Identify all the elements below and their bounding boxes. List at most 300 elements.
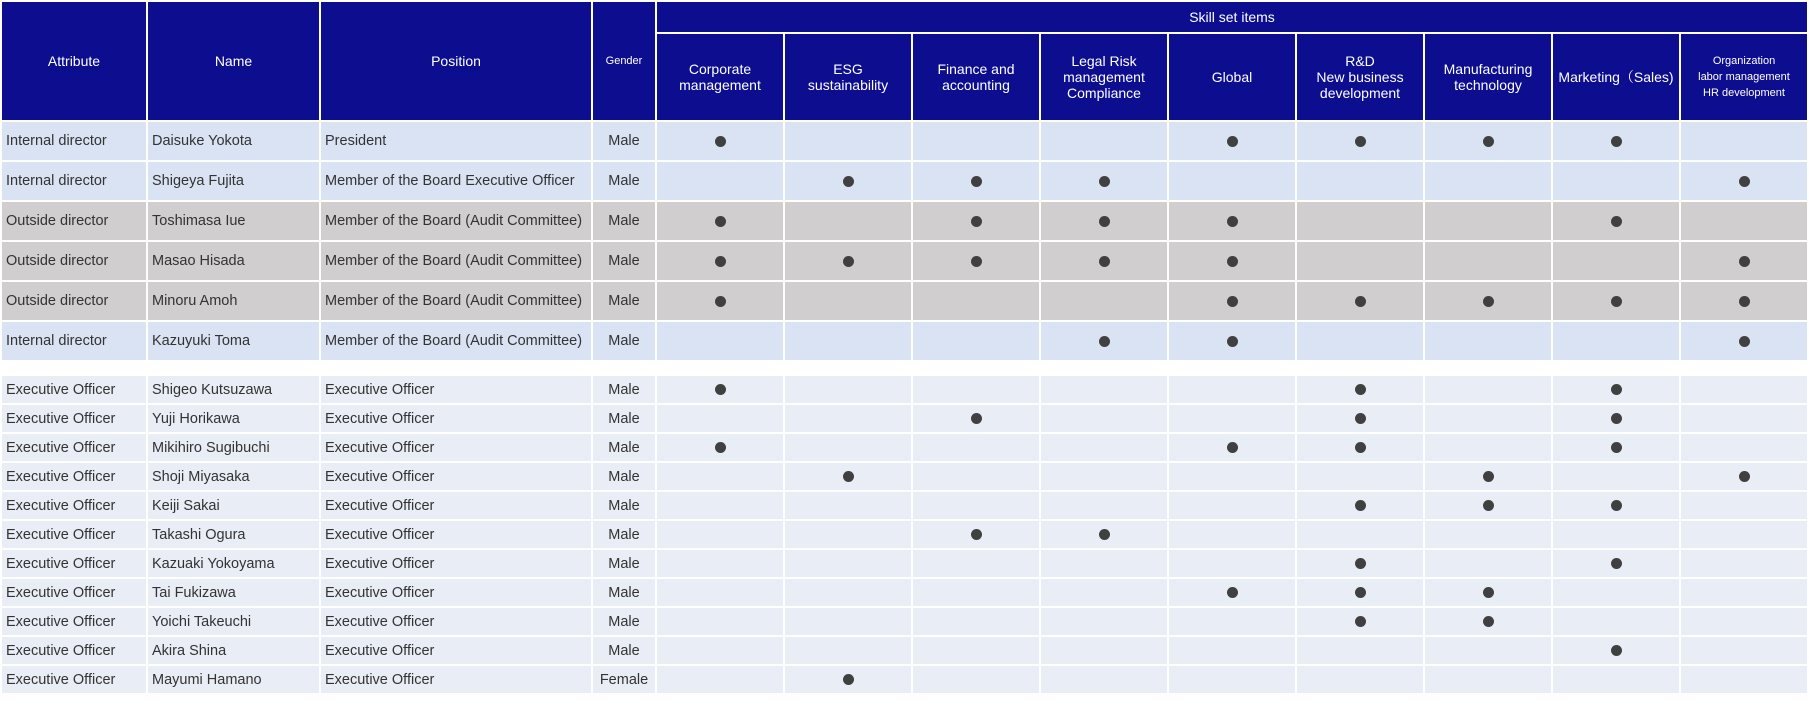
skill-cell — [656, 404, 784, 433]
position-cell: Executive Officer — [320, 375, 592, 404]
skill-cell — [784, 578, 912, 607]
skill-cell — [1168, 462, 1296, 491]
skill-cell — [912, 636, 1040, 665]
skill-cell — [1168, 281, 1296, 321]
skill-cell — [1552, 281, 1680, 321]
skill-cell — [1040, 520, 1168, 549]
skill-cell — [784, 491, 912, 520]
name-cell: Toshimasa Iue — [147, 201, 320, 241]
skill-header-manufacturing-technology: Manufacturing technology — [1424, 33, 1552, 121]
skill-dot-icon — [1099, 256, 1110, 267]
skill-cell — [1296, 520, 1424, 549]
gender-cell: Male — [592, 321, 656, 361]
position-header: Position — [320, 1, 592, 121]
skill-cell — [912, 375, 1040, 404]
skill-dot-icon — [971, 176, 982, 187]
skill-dot-icon — [1611, 558, 1622, 569]
name-cell: Minoru Amoh — [147, 281, 320, 321]
attribute-cell: Executive Officer — [1, 375, 147, 404]
position-cell: Executive Officer — [320, 607, 592, 636]
name-cell: Shigeo Kutsuzawa — [147, 375, 320, 404]
skill-cell — [912, 491, 1040, 520]
skill-dot-icon — [1611, 500, 1622, 511]
table-row — [1, 161, 1808, 201]
skill-cell — [1424, 201, 1552, 241]
gender-cell: Male — [592, 404, 656, 433]
skill-cell — [1424, 578, 1552, 607]
skill-cell — [656, 462, 784, 491]
skill-dot-icon — [1227, 587, 1238, 598]
skill-dot-icon — [1355, 384, 1366, 395]
skill-dot-icon — [715, 442, 726, 453]
skill-cell — [1680, 404, 1808, 433]
skill-cell — [1680, 665, 1808, 694]
table-row — [1, 321, 1808, 361]
skill-cell — [1424, 281, 1552, 321]
skill-cell — [1040, 665, 1168, 694]
gender-cell: Male — [592, 520, 656, 549]
position-cell: Executive Officer — [320, 491, 592, 520]
skill-cell — [656, 491, 784, 520]
name-cell: Yuji Horikawa — [147, 404, 320, 433]
skill-cell — [1040, 462, 1168, 491]
skill-cell — [1680, 281, 1808, 321]
skill-cell — [784, 404, 912, 433]
skill-cell — [1680, 201, 1808, 241]
skill-dot-icon — [1355, 136, 1366, 147]
skill-cell — [1552, 241, 1680, 281]
skill-dot-icon — [1611, 136, 1622, 147]
attribute-cell: Internal director — [1, 121, 147, 161]
name-cell: Tai Fukizawa — [147, 578, 320, 607]
skill-cell — [1296, 201, 1424, 241]
gender-cell: Male — [592, 578, 656, 607]
skill-dot-icon — [1355, 500, 1366, 511]
skill-cell — [1168, 321, 1296, 361]
skill-cell — [912, 121, 1040, 161]
skill-dot-icon — [971, 256, 982, 267]
skill-dot-icon — [1483, 136, 1494, 147]
skill-cell — [1296, 607, 1424, 636]
skill-cell — [656, 665, 784, 694]
skill-dot-icon — [843, 674, 854, 685]
skill-cell — [784, 281, 912, 321]
skill-cell — [1552, 404, 1680, 433]
name-cell: Keiji Sakai — [147, 491, 320, 520]
skill-cell — [1168, 241, 1296, 281]
position-cell: Executive Officer — [320, 520, 592, 549]
skill-dot-icon — [1355, 296, 1366, 307]
skill-dot-icon — [1611, 442, 1622, 453]
attribute-cell: Outside director — [1, 281, 147, 321]
skill-cell — [1680, 578, 1808, 607]
skill-header-esg-sustainability: ESG sustainability — [784, 33, 912, 121]
skill-cell — [1680, 549, 1808, 578]
skill-dot-icon — [715, 296, 726, 307]
table-row — [1, 281, 1808, 321]
gender-cell: Male — [592, 281, 656, 321]
skill-cell — [1552, 520, 1680, 549]
skill-cell — [1168, 201, 1296, 241]
table-row — [1, 520, 1808, 549]
skill-cell — [1680, 121, 1808, 161]
skill-cell — [912, 404, 1040, 433]
position-cell: Executive Officer — [320, 549, 592, 578]
skill-cell — [656, 607, 784, 636]
skill-header-corporate-management: Corporate management — [656, 33, 784, 121]
skill-dot-icon — [715, 216, 726, 227]
skill-cell — [1168, 375, 1296, 404]
skill-cell — [1680, 607, 1808, 636]
position-cell: Executive Officer — [320, 404, 592, 433]
skill-cell — [784, 161, 912, 201]
gender-cell: Male — [592, 636, 656, 665]
skill-header-finance-accounting: Finance and accounting — [912, 33, 1040, 121]
skill-cell — [912, 241, 1040, 281]
name-cell: Mikihiro Sugibuchi — [147, 433, 320, 462]
skill-cell — [1040, 578, 1168, 607]
skill-cell — [656, 549, 784, 578]
skill-cell — [912, 607, 1040, 636]
skill-cell — [1424, 404, 1552, 433]
table-row — [1, 404, 1808, 433]
skill-cell — [1424, 491, 1552, 520]
skill-dot-icon — [1227, 256, 1238, 267]
skill-cell — [1040, 607, 1168, 636]
gender-cell: Male — [592, 161, 656, 201]
skill-cell — [784, 375, 912, 404]
skill-cell — [1424, 375, 1552, 404]
skill-cell — [656, 281, 784, 321]
skill-cell — [1296, 636, 1424, 665]
skill-cell — [1168, 578, 1296, 607]
name-cell: Akira Shina — [147, 636, 320, 665]
skill-set-items-header: Skill set items — [656, 1, 1808, 33]
position-cell: Member of the Board (Audit Committee) — [320, 241, 592, 281]
table-row — [1, 549, 1808, 578]
skill-cell — [784, 241, 912, 281]
attribute-cell: Executive Officer — [1, 520, 147, 549]
skill-dot-icon — [1355, 616, 1366, 627]
skill-cell — [1168, 491, 1296, 520]
skill-cell — [1040, 375, 1168, 404]
section-spacer — [1, 361, 1808, 375]
skill-cell — [912, 433, 1040, 462]
skill-dot-icon — [1483, 471, 1494, 482]
skill-cell — [1424, 433, 1552, 462]
position-cell: Member of the Board Executive Officer — [320, 161, 592, 201]
skill-dot-icon — [1355, 413, 1366, 424]
skill-cell — [784, 607, 912, 636]
gender-cell: Male — [592, 433, 656, 462]
skill-dot-icon — [1227, 442, 1238, 453]
skill-cell — [1552, 321, 1680, 361]
position-cell: Member of the Board (Audit Committee) — [320, 201, 592, 241]
skill-cell — [1040, 636, 1168, 665]
skill-cell — [912, 201, 1040, 241]
skill-dot-icon — [1227, 136, 1238, 147]
attribute-cell: Executive Officer — [1, 636, 147, 665]
attribute-cell: Internal director — [1, 321, 147, 361]
skill-cell — [1040, 161, 1168, 201]
attribute-cell: Executive Officer — [1, 433, 147, 462]
skill-cell — [1680, 491, 1808, 520]
skill-header-rnd-new-business: R&D New business development — [1296, 33, 1424, 121]
gender-cell: Male — [592, 375, 656, 404]
table-row — [1, 462, 1808, 491]
skill-cell — [1296, 665, 1424, 694]
skill-cell — [1552, 549, 1680, 578]
skill-dot-icon — [971, 413, 982, 424]
skill-cell — [1424, 636, 1552, 665]
table-row — [1, 375, 1808, 404]
skill-cell — [912, 578, 1040, 607]
attribute-cell: Executive Officer — [1, 404, 147, 433]
skill-cell — [1552, 375, 1680, 404]
spacer-cell — [1, 361, 1808, 375]
table-row — [1, 433, 1808, 462]
skill-cell — [1040, 321, 1168, 361]
skill-cell — [1296, 433, 1424, 462]
skill-cell — [1680, 241, 1808, 281]
gender-cell: Male — [592, 491, 656, 520]
skill-dot-icon — [1739, 336, 1750, 347]
skill-cell — [1296, 491, 1424, 520]
skill-cell — [912, 281, 1040, 321]
skill-dot-icon — [1483, 616, 1494, 627]
skill-dot-icon — [715, 136, 726, 147]
position-cell: Member of the Board (Audit Committee) — [320, 281, 592, 321]
skill-dot-icon — [843, 471, 854, 482]
attribute-cell: Executive Officer — [1, 491, 147, 520]
skill-cell — [784, 549, 912, 578]
skill-cell — [912, 549, 1040, 578]
attribute-cell: Executive Officer — [1, 462, 147, 491]
skill-cell — [1296, 321, 1424, 361]
skill-cell — [784, 121, 912, 161]
skill-cell — [1424, 161, 1552, 201]
skill-cell — [1168, 607, 1296, 636]
skill-dot-icon — [1355, 442, 1366, 453]
skill-cell — [656, 321, 784, 361]
skill-cell — [1296, 462, 1424, 491]
skill-dot-icon — [1483, 587, 1494, 598]
skill-header-global: Global — [1168, 33, 1296, 121]
table-row — [1, 491, 1808, 520]
attribute-cell: Executive Officer — [1, 665, 147, 694]
skill-cell — [656, 520, 784, 549]
skill-cell — [1424, 549, 1552, 578]
skill-cell — [1296, 241, 1424, 281]
table-body — [1, 121, 1808, 694]
table-header — [1, 1, 1808, 121]
skill-dot-icon — [1355, 587, 1366, 598]
attribute-cell: Internal director — [1, 161, 147, 201]
table-row — [1, 636, 1808, 665]
skill-cell — [912, 161, 1040, 201]
skill-cell — [1680, 520, 1808, 549]
skill-cell — [912, 462, 1040, 491]
skill-dot-icon — [1355, 558, 1366, 569]
skill-cell — [1424, 607, 1552, 636]
position-cell: Executive Officer — [320, 433, 592, 462]
gender-cell: Male — [592, 462, 656, 491]
skill-dot-icon — [1739, 471, 1750, 482]
skill-cell — [1040, 404, 1168, 433]
skill-dot-icon — [715, 384, 726, 395]
gender-cell: Male — [592, 121, 656, 161]
gender-cell: Female — [592, 665, 656, 694]
attribute-cell: Executive Officer — [1, 607, 147, 636]
skill-cell — [1552, 578, 1680, 607]
skill-cell — [1552, 491, 1680, 520]
name-cell: Kazuyuki Toma — [147, 321, 320, 361]
position-cell: Executive Officer — [320, 636, 592, 665]
skill-dot-icon — [1099, 176, 1110, 187]
skill-cell — [1168, 404, 1296, 433]
skill-cell — [656, 201, 784, 241]
skill-dot-icon — [971, 529, 982, 540]
skill-cell — [912, 520, 1040, 549]
skill-dot-icon — [1611, 413, 1622, 424]
skill-cell — [1296, 549, 1424, 578]
skill-cell — [1040, 491, 1168, 520]
skill-cell — [1552, 433, 1680, 462]
skill-cell — [1296, 578, 1424, 607]
table-row — [1, 121, 1808, 161]
skill-cell — [1296, 281, 1424, 321]
skill-cell — [1552, 665, 1680, 694]
skill-cell — [1552, 201, 1680, 241]
attribute-cell: Executive Officer — [1, 578, 147, 607]
attribute-cell: Executive Officer — [1, 549, 147, 578]
skill-cell — [656, 161, 784, 201]
name-cell: Takashi Ogura — [147, 520, 320, 549]
skill-header-marketing-sales: Marketing（Sales) — [1552, 33, 1680, 121]
skill-dot-icon — [1611, 296, 1622, 307]
gender-cell: Male — [592, 241, 656, 281]
name-cell: Shoji Miyasaka — [147, 462, 320, 491]
skill-dot-icon — [1227, 336, 1238, 347]
skill-cell — [1680, 433, 1808, 462]
skill-dot-icon — [1483, 296, 1494, 307]
position-cell: Executive Officer — [320, 462, 592, 491]
skill-cell — [912, 321, 1040, 361]
table-row — [1, 241, 1808, 281]
skill-dot-icon — [1099, 529, 1110, 540]
skill-dot-icon — [1739, 176, 1750, 187]
skill-cell — [656, 375, 784, 404]
skill-cell — [1040, 241, 1168, 281]
skill-cell — [912, 665, 1040, 694]
gender-cell: Male — [592, 549, 656, 578]
skill-cell — [784, 201, 912, 241]
skill-header-organization-hr: Organization labor management HR development — [1680, 33, 1808, 121]
name-header: Name — [147, 1, 320, 121]
skill-cell — [1424, 665, 1552, 694]
position-cell: Member of the Board (Audit Committee) — [320, 321, 592, 361]
name-cell: Shigeya Fujita — [147, 161, 320, 201]
skill-cell — [1296, 404, 1424, 433]
skill-cell — [1552, 462, 1680, 491]
skill-cell — [1296, 161, 1424, 201]
skill-cell — [784, 520, 912, 549]
skill-header-legal-risk-compliance: Legal Risk management Compliance — [1040, 33, 1168, 121]
skill-cell — [656, 578, 784, 607]
skill-cell — [1424, 462, 1552, 491]
skill-cell — [1424, 241, 1552, 281]
skill-dot-icon — [1611, 216, 1622, 227]
skill-cell — [1680, 636, 1808, 665]
position-cell: President — [320, 121, 592, 161]
skill-dot-icon — [1483, 500, 1494, 511]
skill-cell — [1040, 201, 1168, 241]
skill-cell — [1040, 549, 1168, 578]
skill-cell — [1552, 161, 1680, 201]
skill-dot-icon — [1227, 216, 1238, 227]
skill-cell — [1680, 462, 1808, 491]
skill-cell — [656, 121, 784, 161]
skill-dot-icon — [715, 256, 726, 267]
skill-dot-icon — [1611, 645, 1622, 656]
skill-cell — [1424, 520, 1552, 549]
skill-dot-icon — [1611, 384, 1622, 395]
skill-cell — [1040, 281, 1168, 321]
table-row — [1, 201, 1808, 241]
skill-dot-icon — [1739, 256, 1750, 267]
skill-cell — [1424, 121, 1552, 161]
skill-cell — [784, 462, 912, 491]
gender-cell: Male — [592, 201, 656, 241]
attribute-cell: Outside director — [1, 201, 147, 241]
skill-cell — [1168, 433, 1296, 462]
skill-cell — [1168, 520, 1296, 549]
skill-cell — [1552, 607, 1680, 636]
skill-cell — [784, 665, 912, 694]
attribute-cell: Outside director — [1, 241, 147, 281]
name-cell: Mayumi Hamano — [147, 665, 320, 694]
skill-cell — [1680, 321, 1808, 361]
skill-cell — [1168, 665, 1296, 694]
name-cell: Masao Hisada — [147, 241, 320, 281]
skill-cell — [1552, 121, 1680, 161]
skill-cell — [1040, 121, 1168, 161]
skill-cell — [1168, 636, 1296, 665]
skill-cell — [1680, 161, 1808, 201]
skill-dot-icon — [843, 176, 854, 187]
name-cell: Daisuke Yokota — [147, 121, 320, 161]
skill-cell — [656, 241, 784, 281]
skill-dot-icon — [971, 216, 982, 227]
skill-cell — [656, 636, 784, 665]
table-row — [1, 607, 1808, 636]
skill-dot-icon — [1227, 296, 1238, 307]
position-cell: Executive Officer — [320, 665, 592, 694]
skill-cell — [1424, 321, 1552, 361]
attribute-header: Attribute — [1, 1, 147, 121]
skill-cell — [1552, 636, 1680, 665]
skill-cell — [1296, 121, 1424, 161]
skill-dot-icon — [1099, 216, 1110, 227]
position-cell: Executive Officer — [320, 578, 592, 607]
skill-cell — [784, 636, 912, 665]
skill-cell — [784, 321, 912, 361]
skill-cell — [1168, 161, 1296, 201]
skill-cell — [1168, 549, 1296, 578]
skill-cell — [656, 433, 784, 462]
skill-dot-icon — [1099, 336, 1110, 347]
skill-cell — [1168, 121, 1296, 161]
